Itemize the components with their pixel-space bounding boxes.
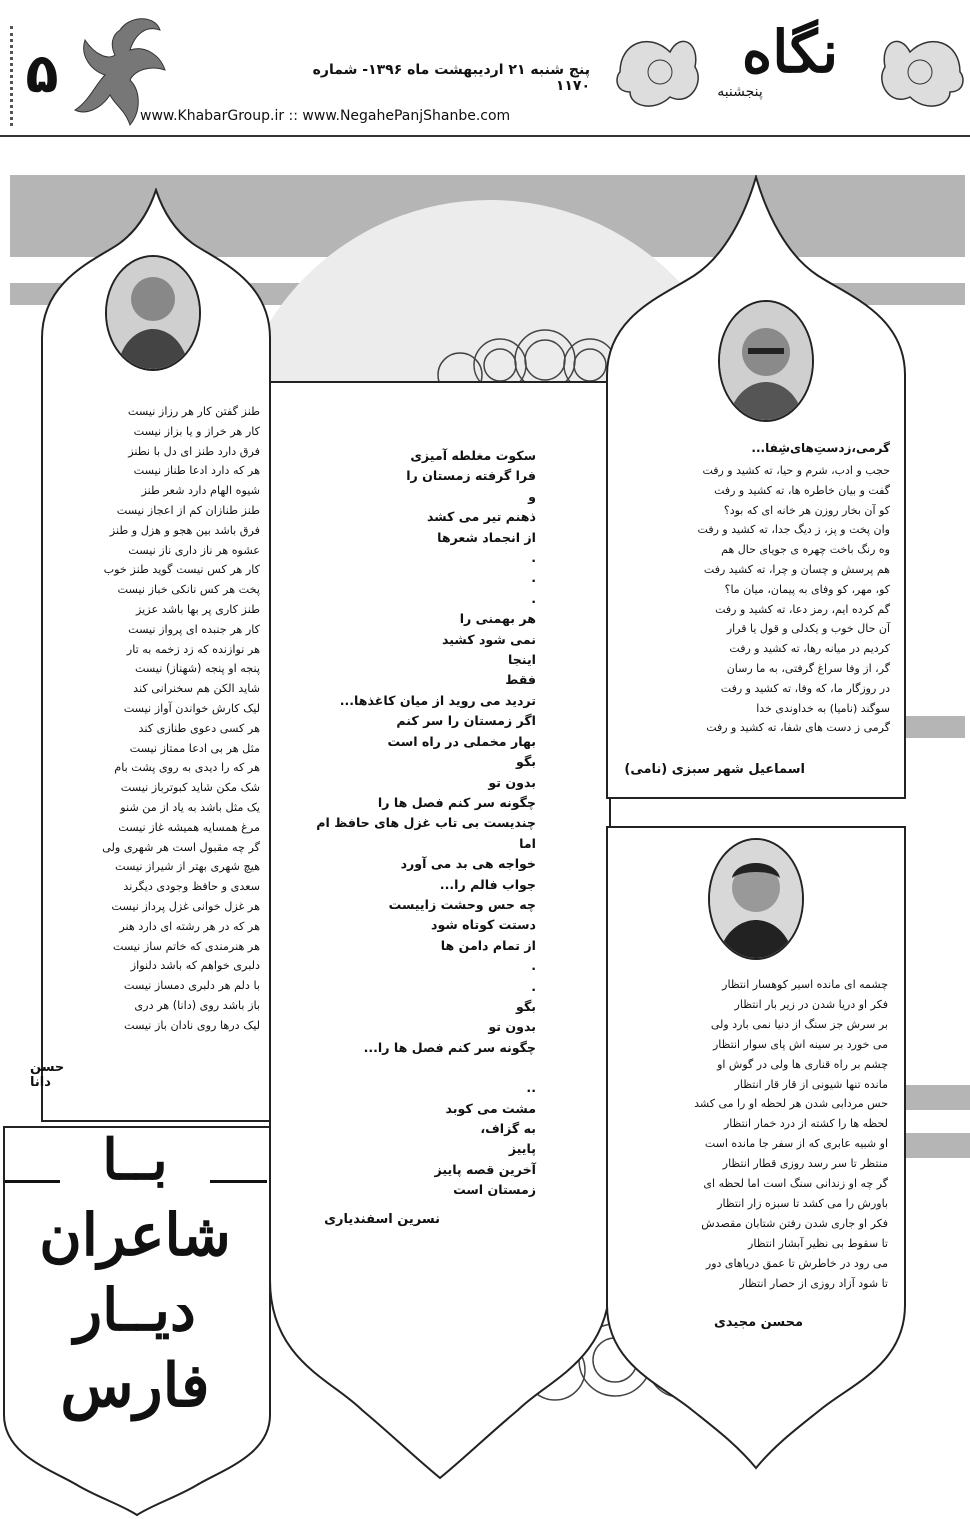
poem-line: هیچ شهری بهتر از شیراز نیست [115, 860, 260, 874]
poem-line: اگر زمستان را سر کنم [396, 713, 536, 729]
poem-line: هر بهمنی را [459, 611, 536, 627]
poem-line: تا سقوط بی نظیر آبشار انتظار [748, 1236, 888, 1250]
poem-line: گر، از وفا سراغ گرفتی، به ما رسان [726, 661, 890, 675]
feature-title-line3: دیــار [74, 1276, 196, 1344]
poem-line: بگو [516, 998, 536, 1014]
poem-line: هر که را دیدی به روی پشت بام [114, 761, 260, 775]
poem-line: هم پرسش و چسان و چرا، ته کشید رفت [703, 562, 890, 576]
poem-line: هر که در هر رشته ای دارد هنر [119, 919, 260, 933]
poem-line: چشمه ای مانده اسیر کوهسار انتظار [722, 978, 888, 991]
poem-line: بگو [516, 754, 536, 770]
poem-line: زمستان است [453, 1182, 536, 1198]
poem-line: حس مردابی شدن هر لحظه او را می کشد [694, 1097, 888, 1111]
poem-line: هر هنرمندی که خاتم ساز نیست [112, 939, 260, 953]
poem-line: . [531, 978, 536, 994]
poem-line: چشم بر راه قناری ها ولی در گوش او [717, 1057, 888, 1071]
poem-line: . [531, 570, 536, 586]
poem-line: پاییز [508, 1141, 536, 1157]
author-hassan-dana: حسن دانا [30, 1060, 65, 1090]
poem-line: سکوت مغلطه آمیزی [410, 448, 536, 463]
poem-line: چندیست بی تاب غزل های حافظ ام [316, 815, 536, 831]
poem-line: مشت می کوبد [445, 1100, 536, 1116]
poem-line: سوگند (نامیا) به خداوندی خدا [756, 701, 890, 715]
poem-line: فکر او جاری شدن رفتن شتابان مقصدش [701, 1216, 888, 1230]
author-photo-esmaeil-shahrsabzi [718, 300, 814, 422]
logo-title: نگاه [741, 18, 839, 86]
poem-line: آخرین قصه پاییز [434, 1161, 536, 1177]
poem-right-top-title: گرمی،زدستِ‌های‌شِفا... [751, 441, 890, 455]
poem-line: . [531, 590, 536, 606]
poem-line: از انجماد شعرها [437, 529, 536, 545]
poem-line: به گزاف، [480, 1121, 536, 1136]
author-nasrin-esfandiari: نسرین اسفندیاری [324, 1212, 440, 1227]
poem-line: هر نوازنده که زد زخمه به تار [126, 642, 260, 656]
poem-line: کار هر جنبده ای پرواز نیست [128, 622, 260, 636]
poem-line: گر چه مقبول است هر شهری ولی [102, 840, 260, 854]
poem-left-text [55, 402, 260, 1036]
poem-line: با دلم هر دلبری دمساز نیست [123, 979, 260, 993]
poem-line: طنز طنازان کم از اعجاز نیست [116, 503, 260, 517]
feature-title-line1: بــا [60, 1130, 210, 1190]
poem-line: کار هر خراز و یا بزاز نیست [133, 424, 260, 438]
poem-line: خواجه هی بد می آورد [400, 856, 536, 872]
poem-line: بدون تو [488, 1019, 536, 1035]
poem-line: فقط [505, 672, 536, 688]
poem-line: هر غزل خوانی غزل پرداز نیست [111, 899, 260, 913]
poem-line: لیک کارش خواندن آواز نیست [123, 701, 260, 715]
poem-line: سعدی و حافظ وجودی دیگرند [123, 880, 260, 894]
poem-line: گر چه او زندانی سنگ است اما لحظه ای [703, 1177, 888, 1191]
poem-line: اینجا [508, 652, 536, 668]
feature-title-line2: شاعران [39, 1201, 231, 1269]
poem-line: لیک درها روی نادان باز نیست [123, 1018, 260, 1032]
poem-line: شک مکن شاید کبوترباز نیست [120, 781, 260, 795]
poem-line: طنز گفتن کار هر رزاز نیست [127, 405, 260, 418]
poem-line: . [531, 550, 536, 566]
header-divider [0, 135, 970, 137]
poem-line: عشوه هر ناز داری ناز نیست [128, 543, 260, 557]
author-photo-hassan-dana [105, 255, 201, 371]
poem-line: بدون تو [488, 774, 536, 790]
poem-middle-text [300, 446, 536, 1201]
poem-line: آن حال خوب و یکدلی و قول یا قرار [726, 622, 890, 636]
poem-line: چه حس وحشت زاییست [388, 896, 536, 912]
poem-line: گم کرده ایم، رمز دعا، ته کشید و رفت [715, 602, 890, 616]
poem-line: چگونه سر کنم فصل ها را [377, 794, 536, 810]
poem-line: مثل هر بی ادعا ممتاز نیست [129, 741, 260, 755]
poem-line: دلبری خواهم که باشد دلنواز [130, 959, 260, 973]
poem-line: ذهنم تیر می کشد [426, 509, 536, 525]
poem-line: کار هر کس نیست گوید طنز خوب [103, 563, 260, 577]
poem-line: او شبیه عابری که از سفر جا مانده است [704, 1137, 888, 1151]
poem-line: یک مثل باشد به یاد از من شنو [120, 800, 260, 814]
poem-line: می رود در خاطرش تا عمق دریاهای دور [705, 1256, 888, 1270]
poem-line: منتظر تا سر رسد روزی قطار انتظار [722, 1157, 888, 1171]
poem-line: بهار مخملی در راه است [387, 733, 536, 749]
website-urls[interactable]: www.KhabarGroup.ir :: www.NegahePanjShanbe.com [140, 108, 511, 124]
poem-line: فرق دارد طنز ای دل با نطنز [128, 444, 260, 458]
page-number: ۵ [25, 42, 59, 105]
poem-line: طنز کاری پر بها باشد عزیز [136, 602, 260, 616]
poem-line: لحظه ها را کشته از درد خمار انتظار [723, 1117, 888, 1131]
poem-line: . [531, 958, 536, 974]
poem-line: تردید می روید از میان کاغذها... [339, 692, 536, 708]
poem-line: اما [519, 835, 536, 851]
poem-line: پنجه او پنجه (شهناز) نیست [134, 662, 260, 676]
poem-right-top-text [625, 461, 890, 738]
poem-line: هر کسی دعوی طنازی کند [138, 721, 260, 735]
poem-line: فرا گرفته زمستان را [406, 468, 536, 484]
poem-line: تا شود آزاد روزی از حصار انتظار [739, 1276, 888, 1290]
logo-subtitle: پنجشنبه [717, 84, 763, 100]
author-photo-mohsen-majidi [708, 838, 804, 960]
feature-title-line4: فارس [60, 1351, 210, 1421]
poem-line: می خورد بر سینه اش پای سوار انتظار [712, 1037, 888, 1051]
poem-line: .. [526, 1080, 536, 1096]
poem-line: نمی شود کشید [442, 631, 536, 647]
author-mohsen-majidi: محسن مجیدی [713, 1315, 803, 1330]
poem-line: پخت هر کس نانکی خباز نیست [117, 583, 260, 597]
poem-line: وه رنگ باخت چهره ی جویای حال هم [721, 543, 890, 557]
poem-line: چگونه سر کنم فصل ها را... [363, 1039, 536, 1055]
poem-line: وان پخت و پز، ز دیگ جدا، ته کشید و رفت [697, 523, 890, 537]
poem-line: فکر او دریا شدن در زیر بار انتظار [734, 997, 888, 1011]
poem-line: از تمام دامن ها [440, 937, 536, 953]
poem-line: جواب فالم را... [439, 876, 536, 892]
poem-right-bottom-text [615, 975, 888, 1294]
poem-line: حجب و ادب، شرم و حیا، ته کشید و رفت [702, 464, 890, 477]
poem-line: فرق باشد بین هجو و هزل و طنز [109, 523, 260, 537]
poem-line: بر سرش جز سنگ از دنیا نمی بارد ولی [710, 1017, 888, 1031]
poem-line: شیوه الهام دارد شعر طنز [141, 484, 260, 498]
poem-line: مرغ همسایه همیشه غاز نیست [118, 820, 260, 834]
poem-line: گرمی ز دست های شفا، ته کشید و رفت [706, 721, 890, 735]
poem-line: کو، مهر، کو وفای به پیمان، میان ما؟ [724, 582, 890, 596]
poem-line: در روزگار ما، که وفا، ته کشید و رفت [720, 681, 890, 695]
poem-line: کو آن بخار روزن هر خانه ای که بود؟ [723, 503, 890, 517]
poem-line: دستت کوتاه شود [431, 917, 536, 933]
author-esmaeil-shahrsabzi: اسماعیل شهر سبزی (نامی) [624, 762, 805, 777]
poem-line: شاید الکن هم سخنرانی کند [133, 682, 260, 696]
poem-line: باز باشد روی (دانا) هر دری [134, 998, 260, 1012]
poem-line: مانده تنها شیونی از قار قار انتظار [734, 1077, 888, 1091]
poem-line: باورش را می کشد تا سبزه زار انتظار [717, 1196, 888, 1210]
poem-line: و [528, 488, 536, 504]
poem-line: هر که دارد ادعا طناز نیست [133, 464, 260, 478]
issue-date: پنج شنبه ۲۱ اردیبهشت ماه ۱۳۹۶- شماره ۱۱۷۰ [312, 62, 590, 94]
poem-line: گفت و بیان خاطره ها، ته کشید و رفت [714, 483, 890, 497]
poem-line: کردیم در میانه رها، ته کشید و رفت [729, 642, 890, 656]
poem-line [300, 1058, 536, 1078]
